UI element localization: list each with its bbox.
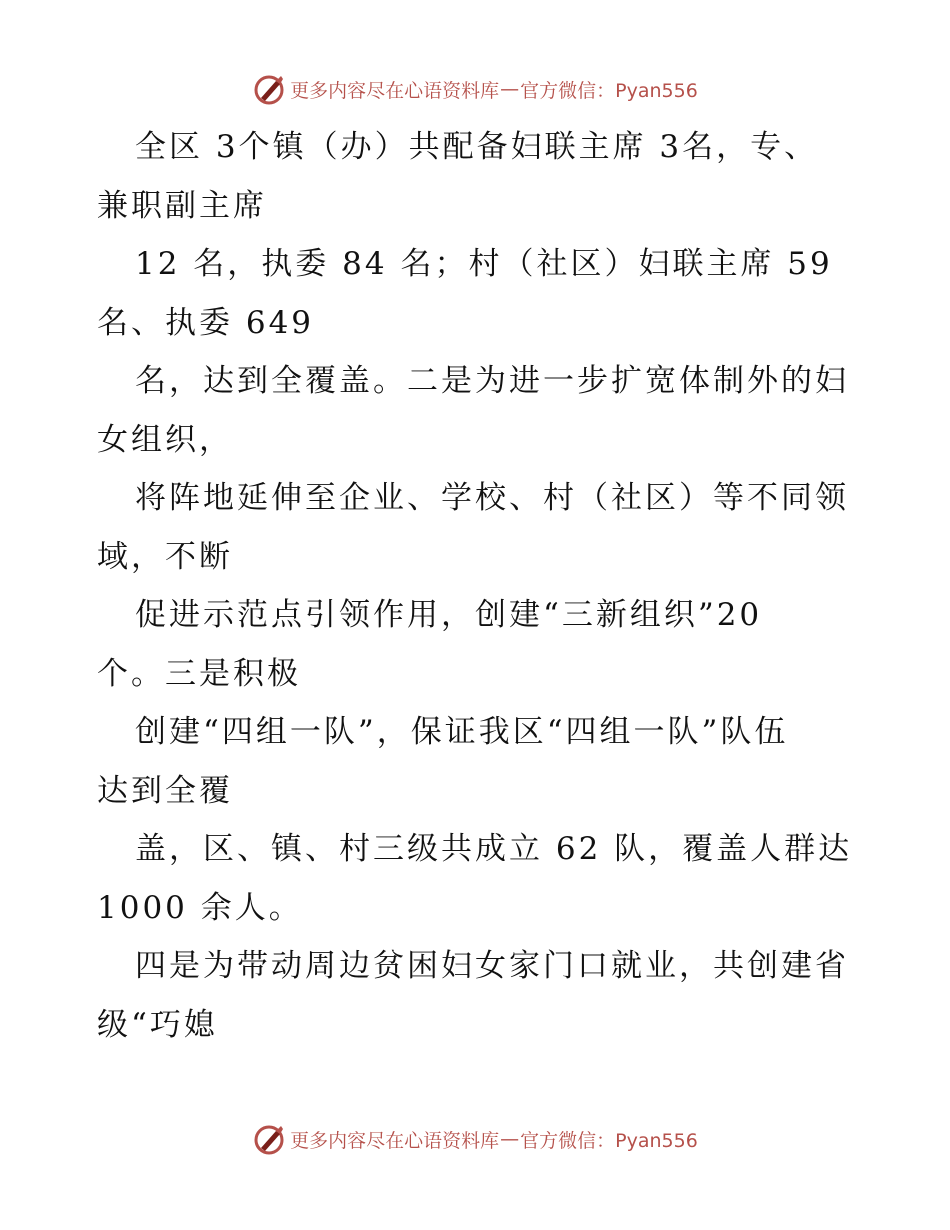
text-line: 盖，区、镇、村三级共成立 62 队，覆盖人群达 (135, 831, 853, 867)
text-line: 1000 余人。 (97, 889, 303, 926)
text-line: 四是为带动周边贫困妇女家门口就业，共创建省 (135, 948, 849, 984)
text-line: 级“巧媳 (97, 1006, 218, 1043)
text-line: 12 名，执委 84 名；村（社区）妇联主席 59 (135, 246, 833, 282)
text-line: 达到全覆 (97, 772, 233, 809)
text-line: 将阵地延伸至企业、学校、村（社区）等不同领 (135, 480, 849, 516)
document-body (97, 118, 857, 1054)
separator: — (500, 78, 520, 100)
text-line: 名，达到全覆盖。二是为进一步扩宽体制外的妇 (135, 363, 849, 399)
text-line: 促进示范点引领作用，创建“三新组织”20 (135, 597, 763, 633)
text-line: 女组织， (97, 421, 233, 458)
pen-logo-icon (252, 1122, 286, 1156)
header-watermark (0, 72, 950, 106)
pen-logo-icon (252, 72, 286, 106)
text-line: 全区 3个镇（办）共配备妇联主席 3名，专、 (135, 129, 819, 165)
site-name: 更多内容尽在心语资料库 (290, 1129, 500, 1152)
wechat-info: 官方微信：Pyan556 (520, 79, 698, 102)
site-name: 更多内容尽在心语资料库 (290, 79, 500, 102)
text-line: 域，不断 (97, 538, 233, 575)
text-line: 个。三是积极 (97, 655, 301, 692)
wechat-info: 官方微信：Pyan556 (520, 1129, 698, 1152)
text-line: 创建“四组一队”，保证我区“四组一队”队伍 (135, 714, 789, 750)
text-line: 名、执委 649 (97, 304, 315, 341)
text-line: 兼职副主席 (97, 187, 267, 224)
footer-watermark (0, 1122, 950, 1156)
separator: — (500, 1128, 520, 1150)
